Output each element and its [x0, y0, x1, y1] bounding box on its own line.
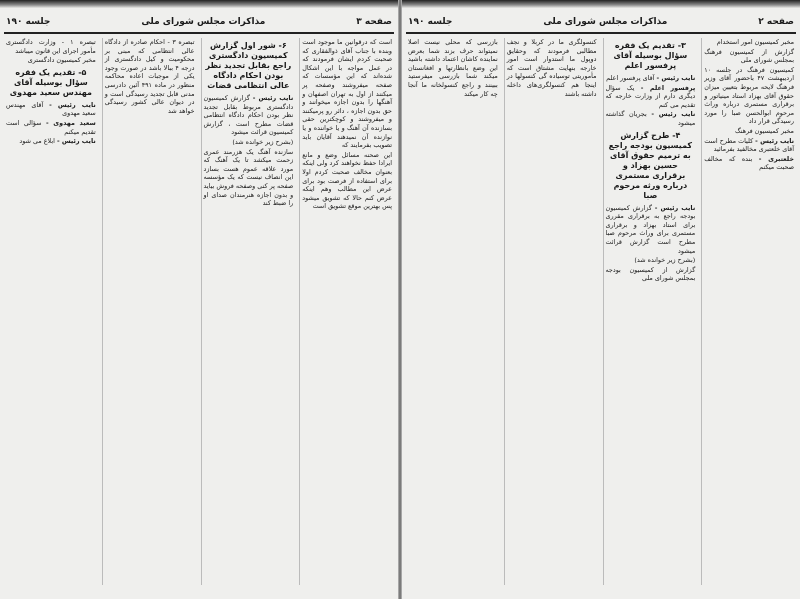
- speaker-name: خلعتبری -: [758, 154, 795, 163]
- section-heading: [606, 131, 696, 201]
- paragraph: [6, 119, 96, 136]
- paragraph: [204, 138, 294, 147]
- left-page-header: [6, 14, 392, 30]
- text-column: [406, 38, 500, 585]
- speaker-name: نایب رئیس -: [651, 110, 696, 119]
- paragraph: [704, 155, 794, 172]
- paragraph: [302, 38, 392, 150]
- paragraph-text: تبصره ۳ - احکام صادره از دادگاه عالی انتظامی که مبنی بر محکومیت و کیل دادگستری از درجه ۴ ببالا باشد در صورت وجود یکی از موجبات اعاده محاکمه منظور در ماده ۴۹۱ آئین دادرسی مدنی قابل تجدید رسیدگی است و در دیوان عالی کشور رسیدگی خواهد شد: [104, 38, 195, 115]
- speaker-name: پرفسور اعلم -: [640, 83, 696, 92]
- paragraph: [606, 74, 696, 83]
- paragraph-text: (بشرح زیر خوانده شد): [232, 137, 294, 146]
- paragraph: [704, 127, 794, 136]
- right-page-header: [408, 14, 794, 30]
- paragraph-text: ۵- تقدیم یک فقره سؤال بوسیله آقای مهندس سعید مهدوی: [9, 67, 92, 97]
- paragraph: [704, 38, 794, 47]
- session-number: جلسه ۱۹۰: [408, 17, 453, 27]
- section-heading: [6, 68, 96, 98]
- speaker-name: نایب رئیس -: [755, 136, 794, 145]
- paragraph-text: گزارش کمیسیون بودجه راجع به برقراری مقرری برای استاد بهزاد و برقراری مستمری برای وراث مرحوم صبا مطرح است گزارش قرائت میشود: [605, 203, 696, 255]
- speaker-name: نایب رئیس -: [656, 74, 696, 82]
- paragraph: [408, 38, 498, 98]
- paragraph-text: گزارش از کمیسیون فرهنگ بمجلس شورای ملی: [704, 47, 794, 65]
- paragraph-text: تبصره ۱ - وزارت دادگستری مأمور اجرای این قانون میباشد: [6, 38, 96, 55]
- paragraph: [606, 256, 696, 265]
- speaker-name: نایب رئیس -: [252, 94, 294, 102]
- page-number: صفحه ۳: [356, 17, 392, 27]
- publication-title: مذاکرات مجلس شورای ملی: [141, 17, 266, 27]
- paragraph: [105, 38, 195, 115]
- paragraph: [606, 204, 696, 256]
- paragraph: [704, 66, 794, 126]
- paragraph: [6, 137, 96, 146]
- speaker-name: نایب رئیس -: [654, 203, 696, 212]
- text-column: [701, 38, 796, 585]
- paragraph-text: این صحنه مسائل وضع و مانع ایرادا حفظ نخواهند کرد ولی اینکه بعنوان مخالف صحبت کردم اولا برای استفاده از فرصت بود برای عرض این مطالب وهم اینکه عرض کنم حالا که تشویق میشود پس بهترین موقع تشویق است: [302, 150, 392, 211]
- speaker-name: نایب رئیس -: [56, 137, 96, 146]
- section-heading: [204, 41, 294, 91]
- text-column: [4, 38, 98, 585]
- paragraph-text: مخبر کمیسیون امور استخدام: [716, 38, 794, 46]
- right-columns: [406, 38, 796, 585]
- paragraph: [204, 148, 294, 208]
- publication-title: مذاکرات مجلس شورای ملی: [543, 17, 668, 27]
- paragraph-text: بازرسی که محلی نیست اصلا نمیتواند حرف بزند شما بعرض نماینده کاشان اعتماد داشته باشید این وضع بانظارتها و افغانستان میکند شما بازرسی میفرستید ببینند و راجع کنسولخانه ما آنجا چه کار میکند: [408, 38, 498, 98]
- paragraph-text: ۳- تقدیم یک فقره سؤال بوسیله آقای پرفسور اعلم: [613, 41, 688, 70]
- left-page: [0, 8, 398, 599]
- header-rule: [4, 32, 394, 34]
- paragraph: [704, 137, 794, 154]
- paragraph-text: گزارش کمیسیون دادگستری مربوط بقابل تجدید نظر بودن احکام دادگاه انتظامی قضات مطرح است ، گزارش کمیسیون قرائت میشود: [203, 94, 294, 137]
- right-page: [402, 8, 800, 599]
- paragraph-text: سازنده آهنگ یک هزرمند عمری زحمت میکشد تا یک آهنگ که مورد علاقه عموم هست بسازد این انصاف نیست که یک مؤسسه صفحه پر کنی وصفحه فروش بیاید و بدون اجازه هنرمندان صدای او را ضبط کند: [203, 147, 294, 208]
- paragraph: [606, 84, 696, 110]
- text-column: [201, 38, 296, 585]
- paragraph: [204, 94, 294, 137]
- paragraph: [704, 48, 794, 65]
- paragraph-text: آقای مهندس سعید مهدوی: [6, 100, 96, 118]
- paragraph-text: کلیات مطرح است آقای خلعتبری مخالفید بفرمائید: [704, 136, 794, 154]
- text-column: [603, 38, 698, 585]
- paragraph-text: کنسولگری ما در کربلا و نجف مطالبی فرمودند که وحقایق دوپول ما استدوار است امور خارجه بنهایت مشتاق است که مأموریتی توسیاده گی کنسولها در اینجا هم کنسولگری‌های داخله داشته باشند: [506, 38, 597, 98]
- paragraph: [606, 266, 696, 283]
- paragraph: [6, 101, 96, 118]
- paragraph-text: مخبر کمیسیون فرهنگ: [735, 126, 794, 135]
- paragraph-text: یک سؤال دیگری دارم از وزارت خارجه که تقدیم می کنم: [605, 83, 696, 109]
- paragraph-text: سؤالی است تقدیم میکنم: [6, 118, 96, 136]
- paragraph-text: (بشرح زیر خوانده شد): [634, 256, 696, 265]
- text-column: [504, 38, 599, 585]
- paragraph-text: ۶- شور اول گزارش کمیسیون دادگستری راجع بقابل تجدید نظر بودن احکام دادگاه عالی انتظامی قضات: [205, 41, 292, 90]
- paragraph: [6, 56, 96, 65]
- paragraph-text: بنده که مخالف صحبت میکنم: [704, 154, 794, 172]
- text-column: [102, 38, 197, 585]
- session-number: جلسه ۱۹۰: [6, 17, 51, 27]
- paragraph-text: کمیسیون فرهنگ در جلسه ۱۰ اردیبهشت ۴۷ باحضور آقای وزیر فرهنگ لایحه مربوط بتعیین میزان حقوق آقای بهزاد استاد مینیاتور و برقراری مستمری درباره وراث مرحوم ابوالحسن صبا را مورد رسیدگی قرار داد: [704, 65, 794, 126]
- text-column: [299, 38, 394, 585]
- paragraph-text: ابلاغ می شود: [19, 137, 57, 146]
- header-rule: [406, 32, 796, 34]
- paragraph: [507, 38, 597, 98]
- paragraph-text: ۴- طرح گزارش کمیسیون بودجه راجع به ترمیم حقوق آقای حسین بهزاد و برقراری مستمری درباره ورثه مرحوم صبا: [608, 130, 693, 200]
- paragraph-text: بجریان گذاشته میشود: [605, 110, 696, 127]
- paragraph-text: مخبر کمیسیون دادگستری: [27, 56, 96, 65]
- paragraph: [606, 110, 696, 127]
- paragraph: [302, 151, 392, 211]
- paragraph-text: گزارش از کمیسیون بودجه بمجلس شورای ملی: [605, 265, 696, 283]
- page-number: صفحه ۲: [758, 17, 794, 27]
- speaker-name: سعید مهدوی -: [45, 118, 96, 127]
- section-heading: [606, 41, 696, 71]
- paragraph: [6, 38, 96, 55]
- paragraph-text: آقای پرفسور اعلم: [606, 74, 657, 82]
- paragraph-text: است که درقوانین ما موجود است وبنده با جناب آقای ذوالفقاری که صحبت کردم ایشان فرمودند که در عمل مواجه با این اشکال شده‌اند که این مؤسسات که صفحه میفروشند وصفحه پر میکنند از اول به تهران اصفهان و آهنگها را بدون اجازه میخوانند و حق بدون اجازه ، دائر رو پرمیکنند و میفروشند و کوچکترین حقی بسازنده آن آهنگ و یا خواننده و یا نوازنده آن نمیدهند آقایان باید تصویب بفرمایند که: [302, 38, 392, 150]
- speaker-name: نایب رئیس -: [49, 100, 96, 109]
- left-columns: [4, 38, 394, 585]
